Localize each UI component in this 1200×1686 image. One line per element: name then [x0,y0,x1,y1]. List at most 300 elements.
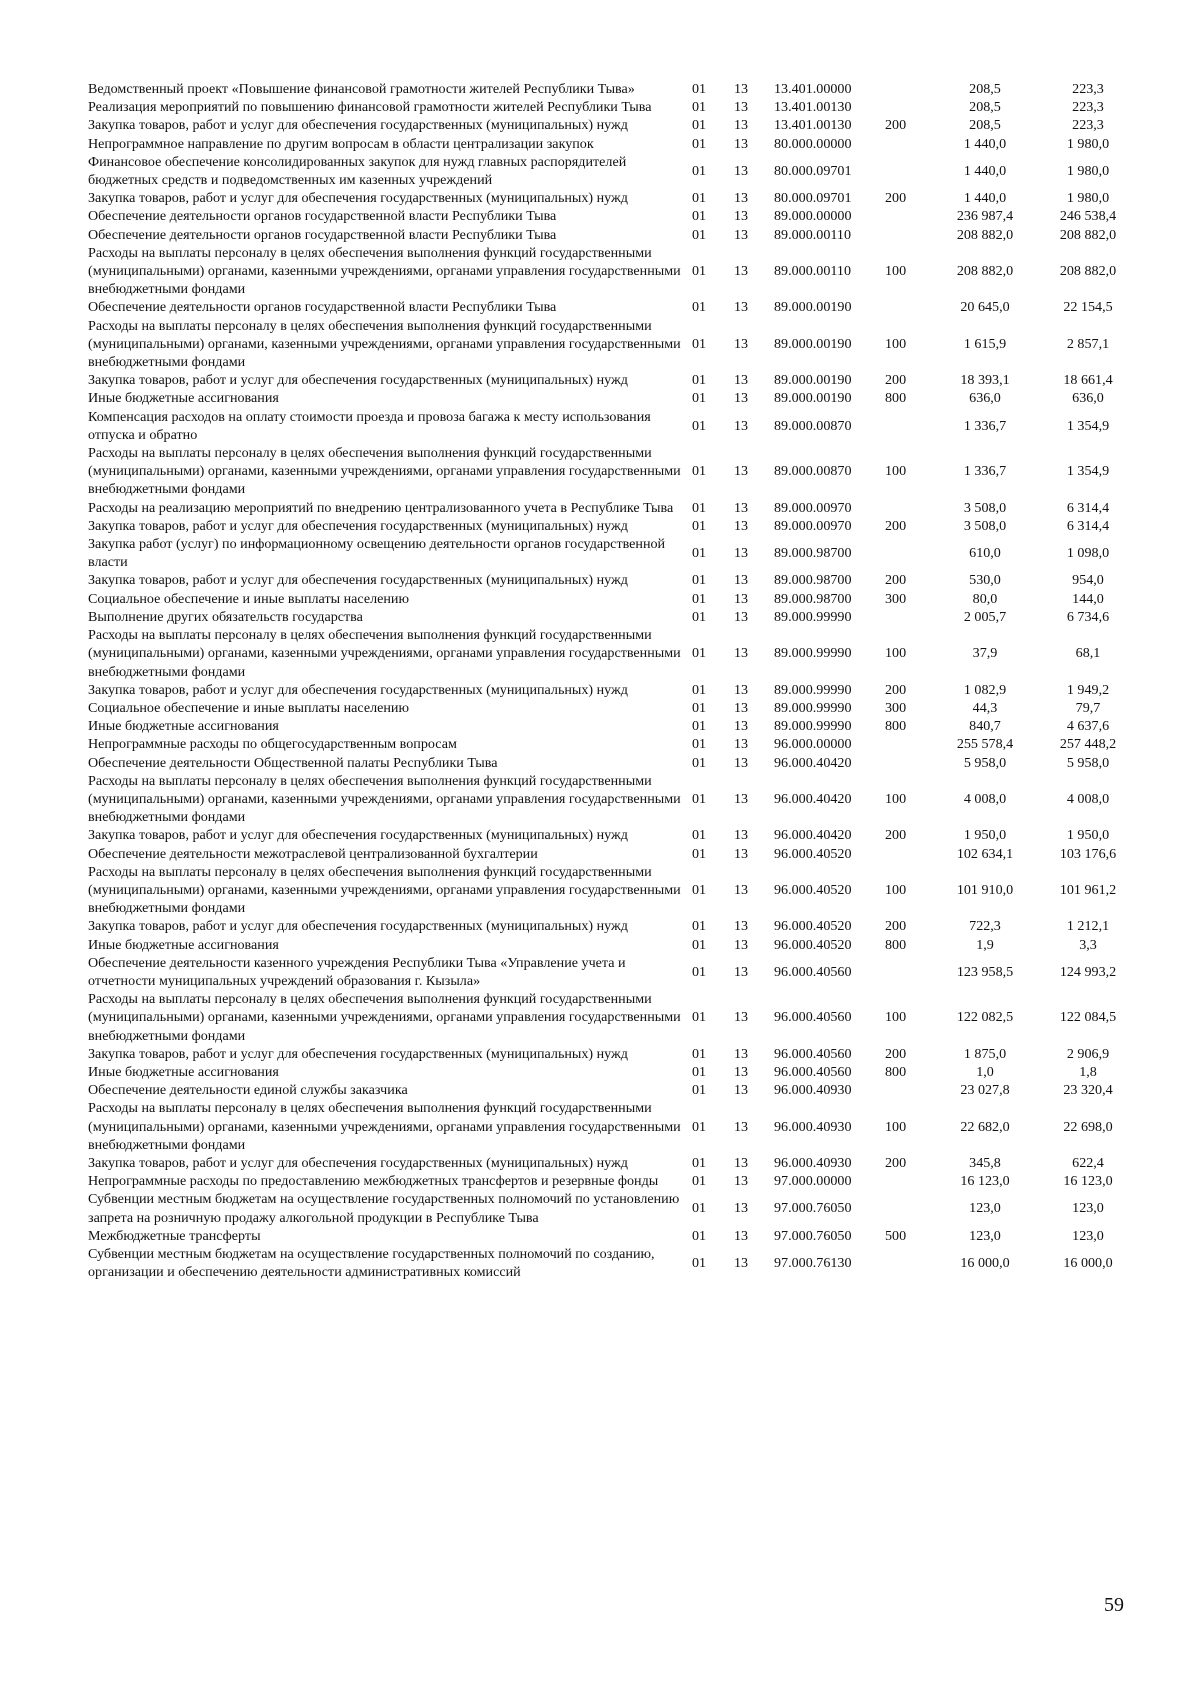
subsection-code-cell: 13 [734,263,749,280]
table-row [88,954,1138,990]
table-row [88,80,1138,98]
subsection-code-cell: 13 [734,190,749,207]
amount-year2-cell: 208 882,0 [1059,263,1117,280]
row-name-cell: Финансовое обеспечение консолидированных закупок для нужд главных распорядителей бюджетных средств и подведомственных им казенных учреждений [88,153,627,189]
row-name-cell: Социальное обеспечение и иные выплаты населению [88,699,409,716]
amount-year2-cell: 3,3 [1079,936,1097,953]
expense-type-cell: 100 [885,645,907,662]
section-code-cell: 01 [692,226,707,243]
expense-type-cell [885,499,932,517]
amount-year1-cell: 20 645,0 [960,299,1010,316]
amount-year2-cell: 6 314,4 [1066,499,1110,516]
budget-table-body [88,80,1138,1281]
table-row [88,681,1138,699]
amount-year2-cell: 636,0 [1072,390,1104,407]
table-row [88,298,1138,316]
row-name-cell: Непрограммные расходы по общегосударственным вопросам [88,736,457,753]
table-row [88,1172,1138,1190]
amount-year2-cell: 954,0 [1072,572,1104,589]
table-row [88,845,1138,863]
section-code-cell: 01 [692,1200,707,1217]
target-article-cell: 89.000.99990 [774,718,852,735]
table-row [88,1099,1138,1154]
row-name-cell: Закупка товаров, работ и услуг для обеспечения государственных (муниципальных) нужд [88,1154,628,1171]
table-row [88,98,1138,116]
row-name-cell: Реализация мероприятий по повышению финансовой грамотности жителей Республики Тыва [88,99,652,116]
section-code-cell: 01 [692,1154,707,1171]
amount-year2-cell: 208 882,0 [1059,226,1117,243]
amount-year1-cell: 1,0 [976,1063,994,1080]
amount-year1-cell: 722,3 [969,918,1001,935]
expense-type-cell: 100 [885,463,907,480]
table-row [88,207,1138,225]
expense-type-cell [885,754,932,772]
amount-year1-cell: 102 634,1 [956,845,1014,862]
amount-year2-cell: 257 448,2 [1059,736,1117,753]
table-row [88,371,1138,389]
section-code-cell: 01 [692,1255,707,1272]
target-article-cell: 97.000.00000 [774,1173,852,1190]
table-row [88,408,1138,444]
table-row [88,826,1138,844]
target-article-cell: 13.401.00000 [774,81,852,97]
row-name-cell: Расходы на выплаты персоналу в целях обеспечения выполнения функций государственными (муниципальными) органами, казенными учреждениями, органами управления государственными внебюджетными фондами [88,445,681,498]
row-name-cell: Расходы на выплаты персоналу в целях обеспечения выполнения функций государственными (муниципальными) органами, казенными учреждениями, органами управления государственными внебюджетными фондами [88,991,681,1044]
amount-year2-cell: 622,4 [1072,1154,1104,1171]
row-name-cell: Обеспечение деятельности органов государственной власти Республики Тыва [88,226,557,243]
section-code-cell: 01 [692,162,707,179]
amount-year2-cell: 1 980,0 [1066,162,1110,179]
row-name-cell: Обеспечение деятельности Общественной палаты Республики Тыва [88,754,498,771]
section-code-cell: 01 [692,754,707,771]
row-name-cell: Непрограммное направление по другим вопросам в области централизации закупок [88,135,594,152]
section-code-cell: 01 [692,699,707,716]
amount-year1-cell: 37,9 [972,645,998,662]
amount-year1-cell: 208,5 [969,81,1001,97]
expense-type-cell: 200 [885,190,907,207]
amount-year2-cell: 1 980,0 [1066,135,1110,152]
amount-year1-cell: 840,7 [969,718,1001,735]
amount-year2-cell: 6 734,6 [1066,608,1110,625]
table-row [88,189,1138,207]
table-row [88,990,1138,1045]
amount-year1-cell: 1 440,0 [963,135,1007,152]
amount-year2-cell: 246 538,4 [1059,208,1117,225]
row-name-cell: Выполнение других обязательств государства [88,608,363,625]
section-code-cell: 01 [692,936,707,953]
amount-year1-cell: 208 882,0 [956,263,1014,280]
section-code-cell: 01 [692,1173,707,1190]
section-code-cell: 01 [692,372,707,389]
amount-year2-cell: 2 857,1 [1066,335,1110,352]
row-name-cell: Непрограммные расходы по предоставлению межбюджетных трансфертов и резервные фонды [88,1173,659,1190]
expense-type-cell: 100 [885,790,907,807]
amount-year1-cell: 123,0 [969,1227,1001,1244]
table-row [88,317,1138,372]
section-code-cell: 01 [692,1045,707,1062]
table-row [88,626,1138,681]
row-name-cell: Закупка товаров, работ и услуг для обеспечения государственных (муниципальных) нужд [88,117,628,134]
amount-year2-cell: 22 698,0 [1063,1118,1113,1135]
target-article-cell: 96.000.40560 [774,1009,852,1026]
expense-type-cell [885,845,932,863]
target-article-cell: 97.000.76050 [774,1227,852,1244]
amount-year1-cell: 1 082,9 [963,681,1007,698]
amount-year1-cell: 123 958,5 [956,963,1014,980]
target-article-cell: 89.000.00190 [774,335,852,352]
amount-year2-cell: 1 354,9 [1066,463,1110,480]
amount-year2-cell: 223,3 [1072,81,1104,97]
amount-year1-cell: 1,9 [976,936,994,953]
amount-year1-cell: 16 123,0 [960,1173,1010,1190]
subsection-code-cell: 13 [734,881,749,898]
section-code-cell: 01 [692,1227,707,1244]
target-article-cell: 89.000.00970 [774,517,852,534]
expense-type-cell [885,608,932,626]
target-article-cell: 97.000.76050 [774,1200,852,1217]
row-name-cell: Иные бюджетные ассигнования [88,718,279,735]
expense-type-cell [885,98,932,116]
row-name-cell: Иные бюджетные ассигнования [88,390,279,407]
expense-type-cell: 200 [885,827,907,844]
section-code-cell: 01 [692,417,707,434]
table-row [88,1190,1138,1226]
amount-year1-cell: 122 082,5 [956,1009,1014,1026]
target-article-cell: 80.000.09701 [774,162,852,179]
expense-type-cell: 800 [885,1063,907,1080]
expense-type-cell [885,1081,932,1099]
subsection-code-cell: 13 [734,1227,749,1244]
row-name-cell: Расходы на выплаты персоналу в целях обеспечения выполнения функций государственными (муниципальными) органами, казенными учреждениями, органами управления государственными внебюджетными фондами [88,863,681,917]
expense-type-cell: 100 [885,1118,907,1135]
expense-type-cell [885,298,932,316]
amount-year2-cell: 18 661,4 [1063,372,1113,389]
target-article-cell: 96.000.40930 [774,1118,852,1135]
expense-type-cell: 800 [885,718,907,735]
subsection-code-cell: 13 [734,1009,749,1026]
section-code-cell: 01 [692,918,707,935]
subsection-code-cell: 13 [734,936,749,953]
amount-year2-cell: 1 212,1 [1066,918,1110,935]
section-code-cell: 01 [692,572,707,589]
target-article-cell: 96.000.40560 [774,1045,852,1062]
subsection-code-cell: 13 [734,1255,749,1272]
expense-type-cell [885,1190,932,1226]
section-code-cell: 01 [692,736,707,753]
expense-type-cell: 300 [885,590,907,607]
table-row [88,1227,1138,1245]
amount-year2-cell: 122 084,5 [1059,1009,1117,1026]
expense-type-cell: 500 [885,1227,907,1244]
subsection-code-cell: 13 [734,1045,749,1062]
amount-year2-cell: 144,0 [1072,590,1104,607]
section-code-cell: 01 [692,299,707,316]
table-row [88,717,1138,735]
table-row [88,116,1138,134]
subsection-code-cell: 13 [734,754,749,771]
section-code-cell: 01 [692,463,707,480]
table-row [88,571,1138,589]
row-name-cell: Расходы на выплаты персоналу в целях обеспечения выполнения функций государственными (муниципальными) органами, казенными учреждениями, органами управления государственными внебюджетными фондами [88,1100,681,1153]
expense-type-cell: 300 [885,699,907,716]
subsection-code-cell: 13 [734,463,749,480]
amount-year1-cell: 23 027,8 [960,1082,1010,1099]
amount-year2-cell: 2 906,9 [1066,1045,1110,1062]
row-name-cell: Ведомственный проект «Повышение финансовой грамотности жителей Республики Тыва» [88,81,635,97]
amount-year2-cell: 16 123,0 [1063,1173,1113,1190]
section-code-cell: 01 [692,499,707,516]
expense-type-cell: 800 [885,936,907,953]
row-name-cell: Расходы на выплаты персоналу в целях обеспечения выполнения функций государственными (муниципальными) органами, казенными учреждениями, органами управления государственными внебюджетными фондами [88,317,681,371]
target-article-cell: 89.000.00870 [774,463,852,480]
target-article-cell: 13.401.00130 [774,117,852,134]
subsection-code-cell: 13 [734,372,749,389]
subsection-code-cell: 13 [734,517,749,534]
section-code-cell: 01 [692,117,707,134]
amount-year2-cell: 1 949,2 [1066,681,1110,698]
amount-year1-cell: 22 682,0 [960,1118,1010,1135]
amount-year1-cell: 4 008,0 [963,790,1007,807]
expense-type-cell [885,408,932,444]
subsection-code-cell: 13 [734,208,749,225]
subsection-code-cell: 13 [734,963,749,980]
section-code-cell: 01 [692,827,707,844]
expense-type-cell: 200 [885,117,907,134]
expense-type-cell: 200 [885,372,907,389]
row-name-cell: Компенсация расходов на оплату стоимости проезда и провоза багажа к месту использования отпуска и обратно [88,408,651,443]
table-row [88,936,1138,954]
expense-type-cell [885,153,932,189]
row-name-cell: Обеспечение деятельности межотраслевой централизованной бухгалтерии [88,845,538,862]
table-row [88,1045,1138,1063]
target-article-cell: 89.000.00870 [774,417,852,434]
expense-type-cell: 800 [885,390,907,407]
target-article-cell: 89.000.00190 [774,372,852,389]
section-code-cell: 01 [692,390,707,407]
target-article-cell: 96.000.40930 [774,1154,852,1171]
row-name-cell: Закупка товаров, работ и услуг для обеспечения государственных (муниципальных) нужд [88,918,628,935]
row-name-cell: Закупка товаров, работ и услуг для обеспечения государственных (муниципальных) нужд [88,572,628,589]
table-row [88,608,1138,626]
target-article-cell: 96.000.40930 [774,1082,852,1099]
row-name-cell: Социальное обеспечение и иные выплаты населению [88,590,409,607]
subsection-code-cell: 13 [734,590,749,607]
amount-year1-cell: 236 987,4 [956,208,1014,225]
section-code-cell: 01 [692,608,707,625]
amount-year1-cell: 208,5 [969,117,1001,134]
amount-year2-cell: 4 008,0 [1066,790,1110,807]
row-name-cell: Обеспечение деятельности органов государственной власти Республики Тыва [88,299,557,316]
target-article-cell: 89.000.98700 [774,590,852,607]
subsection-code-cell: 13 [734,608,749,625]
section-code-cell: 01 [692,1082,707,1099]
target-article-cell: 96.000.40560 [774,963,852,980]
target-article-cell: 96.000.40420 [774,754,852,771]
target-article-cell: 80.000.09701 [774,190,852,207]
amount-year1-cell: 101 910,0 [956,881,1014,898]
section-code-cell: 01 [692,208,707,225]
amount-year2-cell: 1 980,0 [1066,190,1110,207]
subsection-code-cell: 13 [734,1200,749,1217]
amount-year1-cell: 44,3 [972,699,998,716]
table-row [88,863,1138,918]
subsection-code-cell: 13 [734,1063,749,1080]
amount-year1-cell: 1 950,0 [963,827,1007,844]
table-row [88,499,1138,517]
table-row [88,917,1138,935]
amount-year1-cell: 18 393,1 [960,372,1010,389]
table-row [88,535,1138,571]
amount-year2-cell: 16 000,0 [1063,1255,1113,1272]
subsection-code-cell: 13 [734,226,749,243]
section-code-cell: 01 [692,81,707,97]
section-code-cell: 01 [692,590,707,607]
expense-type-cell: 100 [885,335,907,352]
section-code-cell: 01 [692,545,707,562]
expense-type-cell [885,135,932,153]
subsection-code-cell: 13 [734,335,749,352]
amount-year1-cell: 636,0 [969,390,1001,407]
amount-year1-cell: 1 615,9 [963,335,1007,352]
expense-type-cell [885,226,932,244]
amount-year1-cell: 123,0 [969,1200,1001,1217]
table-row [88,1063,1138,1081]
amount-year1-cell: 1 336,7 [963,417,1007,434]
subsection-code-cell: 13 [734,1154,749,1171]
target-article-cell: 89.000.98700 [774,545,852,562]
table-row [88,517,1138,535]
row-name-cell: Закупка товаров, работ и услуг для обеспечения государственных (муниципальных) нужд [88,1045,628,1062]
target-article-cell: 89.000.00190 [774,390,852,407]
target-article-cell: 96.000.00000 [774,736,852,753]
subsection-code-cell: 13 [734,99,749,116]
expense-type-cell [885,1172,932,1190]
row-name-cell: Расходы на выплаты персоналу в целях обеспечения выполнения функций государственными (муниципальными) органами, казенными учреждениями, органами управления государственными внебюджетными фондами [88,772,681,826]
target-article-cell: 89.000.00970 [774,499,852,516]
row-name-cell: Межбюджетные трансферты [88,1227,261,1244]
subsection-code-cell: 13 [734,81,749,97]
amount-year2-cell: 1,8 [1079,1063,1097,1080]
amount-year2-cell: 124 993,2 [1059,963,1117,980]
subsection-code-cell: 13 [734,790,749,807]
section-code-cell: 01 [692,845,707,862]
section-code-cell: 01 [692,718,707,735]
section-code-cell: 01 [692,881,707,898]
subsection-code-cell: 13 [734,845,749,862]
target-article-cell: 89.000.98700 [774,572,852,589]
target-article-cell: 96.000.40420 [774,827,852,844]
amount-year1-cell: 3 508,0 [963,517,1007,534]
target-article-cell: 89.000.00000 [774,208,852,225]
expense-type-cell: 200 [885,1045,907,1062]
table-row [88,244,1138,299]
amount-year2-cell: 123,0 [1072,1227,1104,1244]
section-code-cell: 01 [692,135,707,152]
target-article-cell: 96.000.40520 [774,845,852,862]
amount-year1-cell: 255 578,4 [956,736,1014,753]
section-code-cell: 01 [692,335,707,352]
target-article-cell: 80.000.00000 [774,135,852,152]
row-name-cell: Закупка товаров, работ и услуг для обеспечения государственных (муниципальных) нужд [88,827,628,844]
section-code-cell: 01 [692,963,707,980]
section-code-cell: 01 [692,645,707,662]
target-article-cell: 13.401.00130 [774,99,852,116]
table-row [88,1154,1138,1172]
row-name-cell: Иные бюджетные ассигнования [88,936,279,953]
subsection-code-cell: 13 [734,499,749,516]
amount-year2-cell: 23 320,4 [1063,1082,1113,1099]
target-article-cell: 96.000.40560 [774,1063,852,1080]
amount-year2-cell: 223,3 [1072,117,1104,134]
amount-year1-cell: 16 000,0 [960,1255,1010,1272]
amount-year2-cell: 79,7 [1075,699,1101,716]
amount-year2-cell: 4 637,6 [1066,718,1110,735]
section-code-cell: 01 [692,263,707,280]
subsection-code-cell: 13 [734,117,749,134]
subsection-code-cell: 13 [734,718,749,735]
amount-year2-cell: 1 354,9 [1066,417,1110,434]
subsection-code-cell: 13 [734,417,749,434]
row-name-cell: Закупка товаров, работ и услуг для обеспечения государственных (муниципальных) нужд [88,372,628,389]
subsection-code-cell: 13 [734,699,749,716]
amount-year1-cell: 80,0 [972,590,998,607]
row-name-cell: Расходы на выплаты персоналу в целях обеспечения выполнения функций государственными (муниципальными) органами, казенными учреждениями, органами управления государственными внебюджетными фондами [88,627,681,680]
subsection-code-cell: 13 [734,827,749,844]
amount-year2-cell: 5 958,0 [1066,754,1110,771]
row-name-cell: Обеспечение деятельности казенного учреждения Республики Тыва «Управление учета и отчетности муниципальных учреждений образования г. Кызыла» [88,954,626,989]
page-number: 59 [1104,1594,1124,1616]
budget-table [88,80,1138,1281]
subsection-code-cell: 13 [734,645,749,662]
subsection-code-cell: 13 [734,162,749,179]
subsection-code-cell: 13 [734,299,749,316]
target-article-cell: 96.000.40520 [774,936,852,953]
row-name-cell: Расходы на выплаты персоналу в целях обеспечения выполнения функций государственными (муниципальными) органами, казенными учреждениями, органами управления государственными внебюджетными фондами [88,244,681,298]
row-name-cell: Субвенции местным бюджетам на осуществление государственных полномочий по созданию, организации и обеспечению деятельности административных комиссий [88,1246,655,1281]
section-code-cell: 01 [692,790,707,807]
amount-year1-cell: 530,0 [969,572,1001,589]
row-name-cell: Субвенции местным бюджетам на осуществление государственных полномочий по установлению запрета на розничную продажу алкогольной продукции в Республике Тыва [88,1191,680,1226]
section-code-cell: 01 [692,1063,707,1080]
amount-year1-cell: 208,5 [969,99,1001,116]
expense-type-cell [885,535,932,571]
amount-year1-cell: 345,8 [969,1154,1001,1171]
table-row [88,153,1138,189]
table-row [88,735,1138,753]
amount-year2-cell: 101 961,2 [1059,881,1117,898]
target-article-cell: 96.000.40420 [774,790,852,807]
expense-type-cell [885,80,932,98]
amount-year1-cell: 208 882,0 [956,226,1014,243]
section-code-cell: 01 [692,681,707,698]
amount-year2-cell: 103 176,6 [1059,845,1117,862]
table-row [88,590,1138,608]
table-row [88,226,1138,244]
subsection-code-cell: 13 [734,1082,749,1099]
table-row [88,754,1138,772]
amount-year1-cell: 1 875,0 [963,1045,1007,1062]
amount-year2-cell: 6 314,4 [1066,517,1110,534]
amount-year1-cell: 3 508,0 [963,499,1007,516]
target-article-cell: 89.000.00110 [774,263,851,280]
table-row [88,772,1138,827]
target-article-cell: 89.000.99990 [774,608,852,625]
table-row [88,135,1138,153]
amount-year2-cell: 1 950,0 [1066,827,1110,844]
expense-type-cell [885,735,932,753]
row-name-cell: Закупка товаров, работ и услуг для обеспечения государственных (муниципальных) нужд [88,681,628,698]
amount-year1-cell: 2 005,7 [963,608,1007,625]
